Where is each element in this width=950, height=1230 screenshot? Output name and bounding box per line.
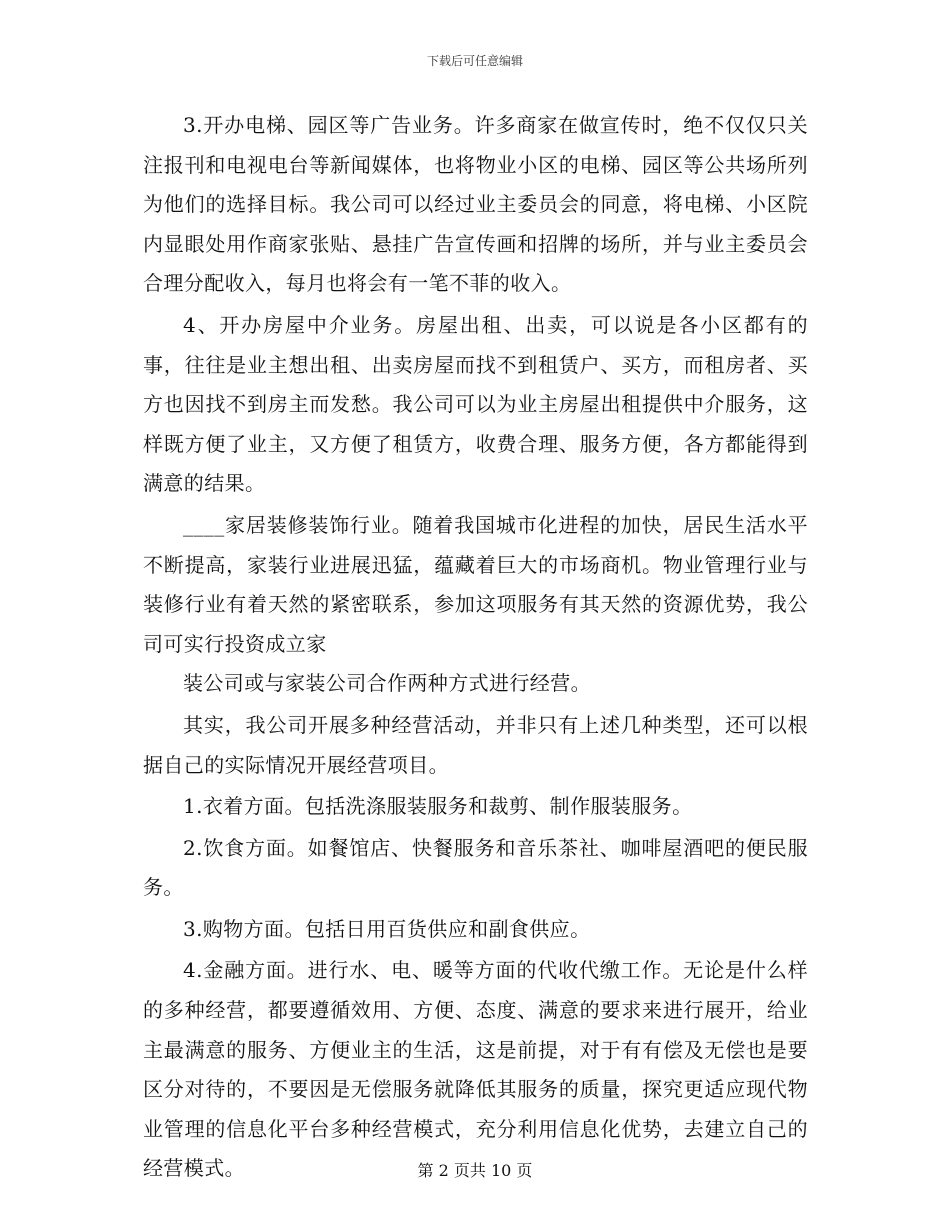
- page-footer: 第 2 页共 10 页: [417, 1161, 533, 1180]
- document-body: [143, 106, 808, 1191]
- paragraph-other-activities: 其实，我公司开展多种经营活动，并非只有上述几种类型，还可以根据自己的实际情况开展经营项目。: [143, 712, 808, 777]
- page-header: 下载后可任意编辑: [426, 54, 523, 68]
- paragraph-clothing: 1.衣着方面。包括洗涤服装服务和裁剪、制作服装服务。: [183, 794, 693, 819]
- paragraph-elevator-ads: 3.开办电梯、园区等广告业务。许多商家在做宣传时，绝不仅仅只关注报刊和电视电台等新闻媒体，也将物业小区的电梯、园区等公共场所列为他们的选择目标。我公司可以经过业主委员会的同意，将电梯、小区院内显眼处用作商家张贴、悬挂广告宣传画和招牌的场所，并与业主委员会合理分配收入，每月也将会有一笔不菲的收入。: [143, 113, 808, 296]
- paragraph-food: 2.饮食方面。如餐馆店、快餐服务和音乐茶社、咖啡屋酒吧的便民服务。: [143, 835, 808, 900]
- paragraph-finance: 4.金融方面。进行水、电、暖等方面的代收代缴工作。无论是什么样的多种经营，都要遵循效用、方便、态度、满意的要求来进行展开，给业主最满意的服务、方便业主的生活，这是前提，对于有有偿及无偿也是要区分对待的，不要因是无偿服务就降低其服务的质量，探究更适应现代物业管理的信息化平台多种经营模式，充分利用信息化优势，去建立自己的经营模式。: [143, 958, 808, 1181]
- paragraph-decoration-continued: 装公司或与家装公司合作两种方式进行经营。: [183, 671, 591, 696]
- paragraph-home-decoration: ____家居装修装饰行业。随着我国城市化进程的加快，居民生活水平不断提高，家装行业进展迅猛，蕴藏着巨大的市场商机。物业管理行业与装修行业有着天然的紧密联系，参加这项服务有其天然的资源优势，我公司可实行投资成立家: [143, 512, 808, 656]
- paragraph-housing-agency: 4、开办房屋中介业务。房屋出租、出卖，可以说是各小区都有的事，往往是业主想出租、出卖房屋而找不到租赁户、买方，而租房者、买方也因找不到房主而发愁。我公司可以为业主房屋出租提供中介服务，这样既方便了业主，又方便了租赁方，收费合理、服务方便，各方都能得到满意的结果。: [143, 312, 808, 496]
- paragraph-shopping: 3.购物方面。包括日用百货供应和副食供应。: [183, 916, 591, 941]
